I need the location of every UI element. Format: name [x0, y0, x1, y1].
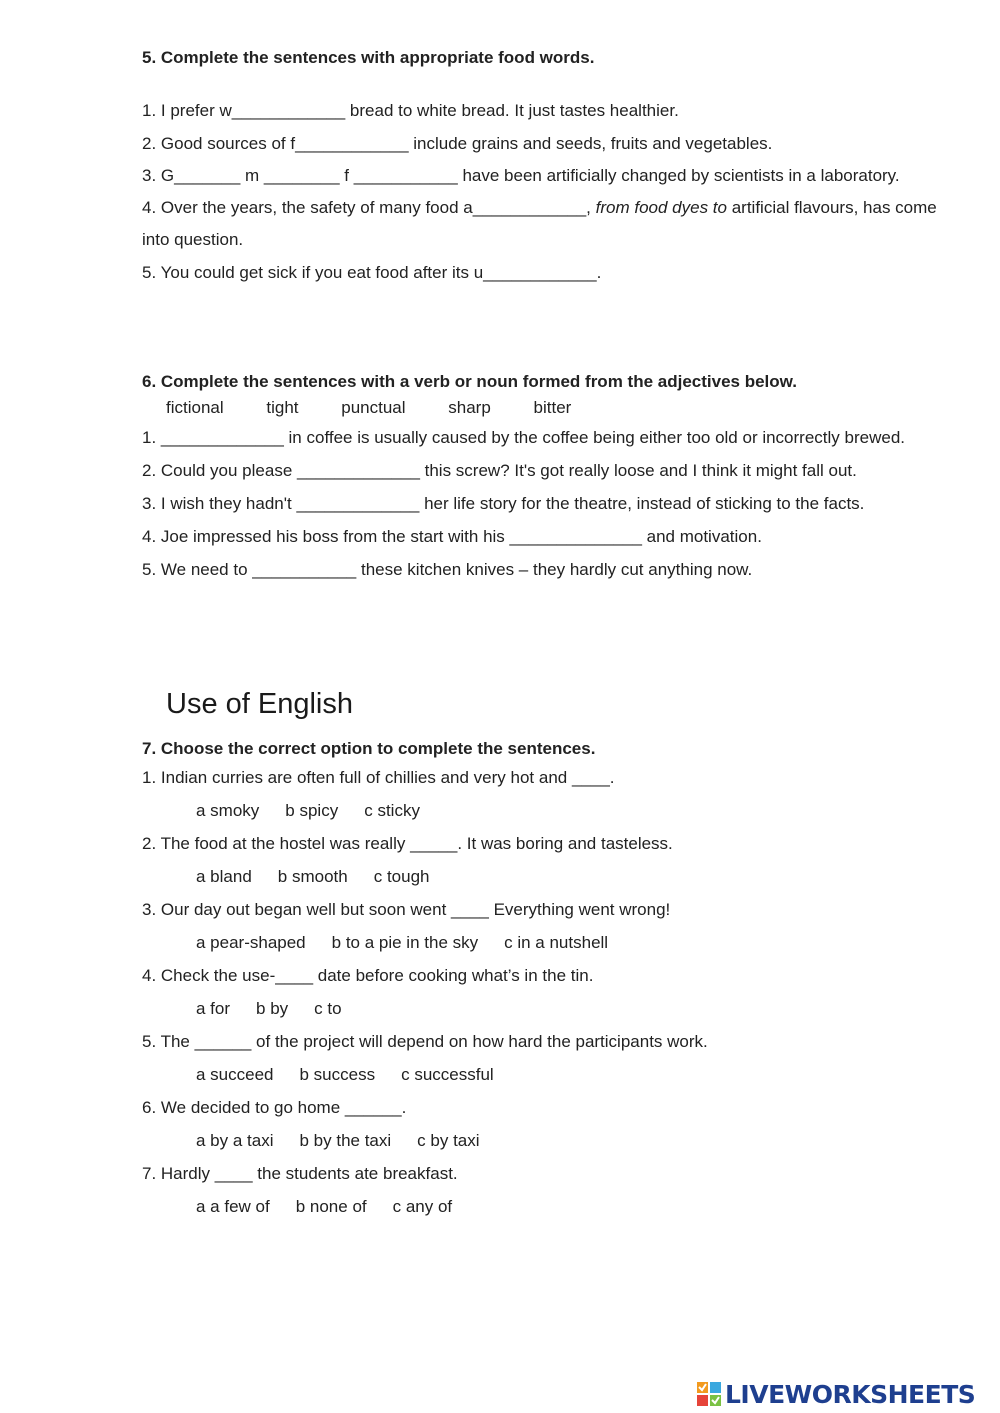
option: a pear-shaped — [196, 933, 306, 952]
word-bank — [142, 398, 942, 418]
option: b spicy — [285, 801, 339, 820]
section-5 — [142, 48, 942, 289]
option: a bland — [196, 867, 252, 886]
option: c any of — [392, 1197, 453, 1216]
section-5-item-2: 2. Good sources of f____________ include grains and seeds, fruits and vegetables. — [142, 134, 773, 153]
question-2: 2. The food at the hostel was really _____. It was boring and tasteless. — [142, 834, 673, 853]
section-6-heading: 6. Complete the sentences with a verb or noun formed from the adjectives below. — [142, 372, 797, 391]
question-6: 6. We decided to go home ______. — [142, 1098, 407, 1117]
option: b smooth — [277, 867, 348, 886]
section-7-heading: 7. Choose the correct option to complete the sentences. — [142, 739, 596, 758]
use-of-english-title: Use of English — [166, 688, 353, 720]
option: b none of — [295, 1197, 367, 1216]
section-6 — [142, 372, 942, 586]
question-3-options — [142, 926, 942, 959]
section-5-item-4-end: artificial flavours, has come into question. — [142, 198, 937, 249]
word-bank-item: tight — [266, 398, 299, 417]
option: a smoky — [196, 801, 260, 820]
option: c by taxi — [417, 1131, 480, 1150]
option: b to a pie in the sky — [331, 933, 479, 952]
question-4-options — [142, 992, 942, 1025]
section-5-item-3: 3. G_______ m ________ f ___________ have been artificially changed by scientists in a laboratory. — [142, 166, 900, 185]
logo-text: LIVEWORKSHEETS — [725, 1379, 976, 1409]
question-3: 3. Our day out began well but soon went ____ Everything went wrong! — [142, 900, 671, 919]
option: c successful — [401, 1065, 494, 1084]
question-6-options — [142, 1124, 942, 1157]
question-1-options — [142, 794, 942, 827]
question-5: 5. The ______ of the project will depend on how hard the participants work. — [142, 1032, 708, 1051]
section-5-item-5: 5. You could get sick if you eat food after its u____________. — [142, 263, 602, 282]
section-6-item-5: 5. We need to ___________ these kitchen knives – they hardly cut anything now. — [142, 560, 753, 579]
liveworksheets-logo — [697, 1378, 975, 1410]
option: b success — [299, 1065, 376, 1084]
option: c sticky — [364, 801, 420, 820]
option: a succeed — [196, 1065, 274, 1084]
option: a by a taxi — [196, 1131, 274, 1150]
question-5-options — [142, 1058, 942, 1091]
question-2-options — [142, 860, 942, 893]
section-5-item-1: 1. I prefer w____________ bread to white bread. It just tastes healthier. — [142, 101, 679, 120]
option: b by — [256, 999, 289, 1018]
option: c in a nutshell — [504, 933, 609, 952]
word-bank-item: sharp — [448, 398, 491, 417]
logo-mark-icon — [697, 1382, 721, 1406]
section-6-item-2: 2. Could you please _____________ this screw? It's got really loose and I think it might fall out. — [142, 461, 857, 480]
option: b by the taxi — [299, 1131, 392, 1150]
section-6-item-4: 4. Joe impressed his boss from the start with his ______________ and motivation. — [142, 527, 762, 546]
question-1: 1. Indian curries are often full of chillies and very hot and ____. — [142, 768, 615, 787]
option: c tough — [373, 867, 430, 886]
word-bank-item: bitter — [533, 398, 572, 417]
section-5-heading: 5. Complete the sentences with appropriate food words. — [142, 48, 595, 67]
question-7: 7. Hardly ____ the students ate breakfast. — [142, 1164, 458, 1183]
section-5-item-4-start: 4. Over the years, the safety of many food a____________, — [142, 198, 591, 217]
section-7 — [142, 739, 942, 1223]
option: a for — [196, 999, 231, 1018]
word-bank-item: punctual — [341, 398, 406, 417]
section-6-item-1: 1. _____________ in coffee is usually caused by the coffee being either too old or incorrectly brewed. — [142, 428, 905, 447]
question-7-options — [142, 1190, 942, 1223]
section-6-item-3: 3. I wish they hadn't _____________ her life story for the theatre, instead of sticking to the facts. — [142, 494, 865, 513]
question-4: 4. Check the use-____ date before cooking what’s in the tin. — [142, 966, 594, 985]
option: a a few of — [196, 1197, 270, 1216]
option: c to — [314, 999, 342, 1018]
section-5-item-4-italic: from food dyes to — [595, 198, 727, 217]
section-5-item-4 — [142, 192, 942, 256]
word-bank-item: fictional — [166, 398, 224, 417]
